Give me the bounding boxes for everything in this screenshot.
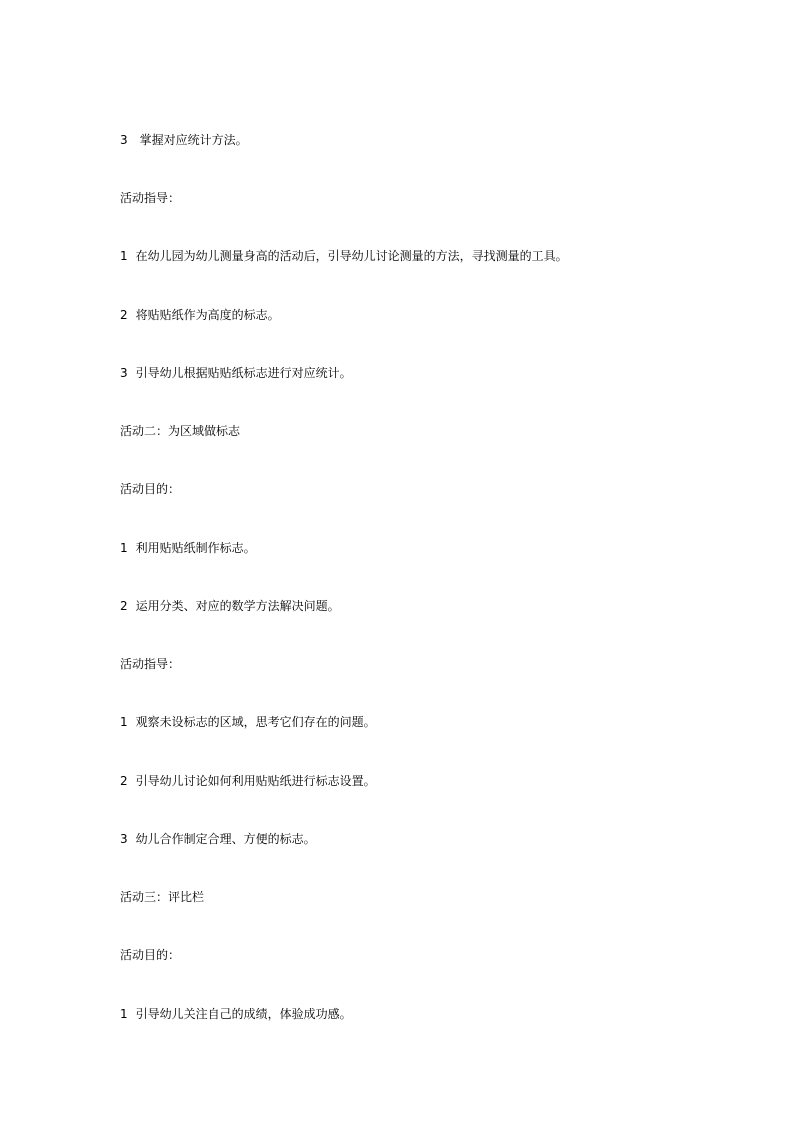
activity-two-title xyxy=(120,423,240,439)
item-text: 掌握对应统计方法。 xyxy=(139,133,248,147)
item-text: 引导幼儿关注自己的成绩，体验成功感。 xyxy=(135,1007,352,1021)
item-number: 3 xyxy=(120,366,128,380)
activity-three-title xyxy=(120,889,204,905)
item-text: 利用贴贴纸制作标志。 xyxy=(135,541,256,555)
item-number: 1 xyxy=(120,715,128,729)
guidance-item-2 xyxy=(120,773,376,789)
item-number: 2 xyxy=(120,308,128,322)
goal-item-3 xyxy=(120,132,248,148)
item-number: 1 xyxy=(120,1007,128,1021)
item-text: 引导幼儿根据贴贴纸标志进行对应统计。 xyxy=(135,366,352,380)
section-heading-goals xyxy=(120,481,180,497)
guidance-item-3 xyxy=(120,365,352,381)
item-number: 3 xyxy=(120,832,128,846)
guidance-item-1 xyxy=(120,248,568,264)
section-heading-goals xyxy=(120,947,180,963)
guidance-item-2 xyxy=(120,307,280,323)
heading-text: 活动目的： xyxy=(120,948,181,962)
item-text: 引导幼儿讨论如何利用贴贴纸进行标志设置。 xyxy=(135,774,376,788)
item-number: 2 xyxy=(120,774,128,788)
item-number: 1 xyxy=(120,541,128,555)
section-heading-guidance xyxy=(120,656,180,672)
heading-text: 活动指导： xyxy=(120,191,181,205)
item-number: 3 xyxy=(120,133,128,147)
item-text: 观察未设标志的区域，思考它们存在的问题。 xyxy=(135,715,376,729)
heading-text: 活动目的： xyxy=(120,482,181,496)
goal-item-1 xyxy=(120,1006,352,1022)
item-text: 将贴贴纸作为高度的标志。 xyxy=(135,308,280,322)
heading-text: 活动二：为区域做标志 xyxy=(120,424,241,438)
guidance-item-1 xyxy=(120,714,376,730)
goal-item-2 xyxy=(120,598,340,614)
item-text: 在幼儿园为幼儿测量身高的活动后，引导幼儿讨论测量的方法，寻找测量的工具。 xyxy=(135,249,568,263)
section-heading-guidance xyxy=(120,190,180,206)
heading-text: 活动指导： xyxy=(120,657,181,671)
item-text: 幼儿合作制定合理、方便的标志。 xyxy=(135,832,316,846)
item-number: 2 xyxy=(120,599,128,613)
goal-item-1 xyxy=(120,540,256,556)
heading-text: 活动三：评比栏 xyxy=(120,890,205,904)
guidance-item-3 xyxy=(120,831,316,847)
item-number: 1 xyxy=(120,249,128,263)
item-text: 运用分类、对应的数学方法解决问题。 xyxy=(135,599,340,613)
